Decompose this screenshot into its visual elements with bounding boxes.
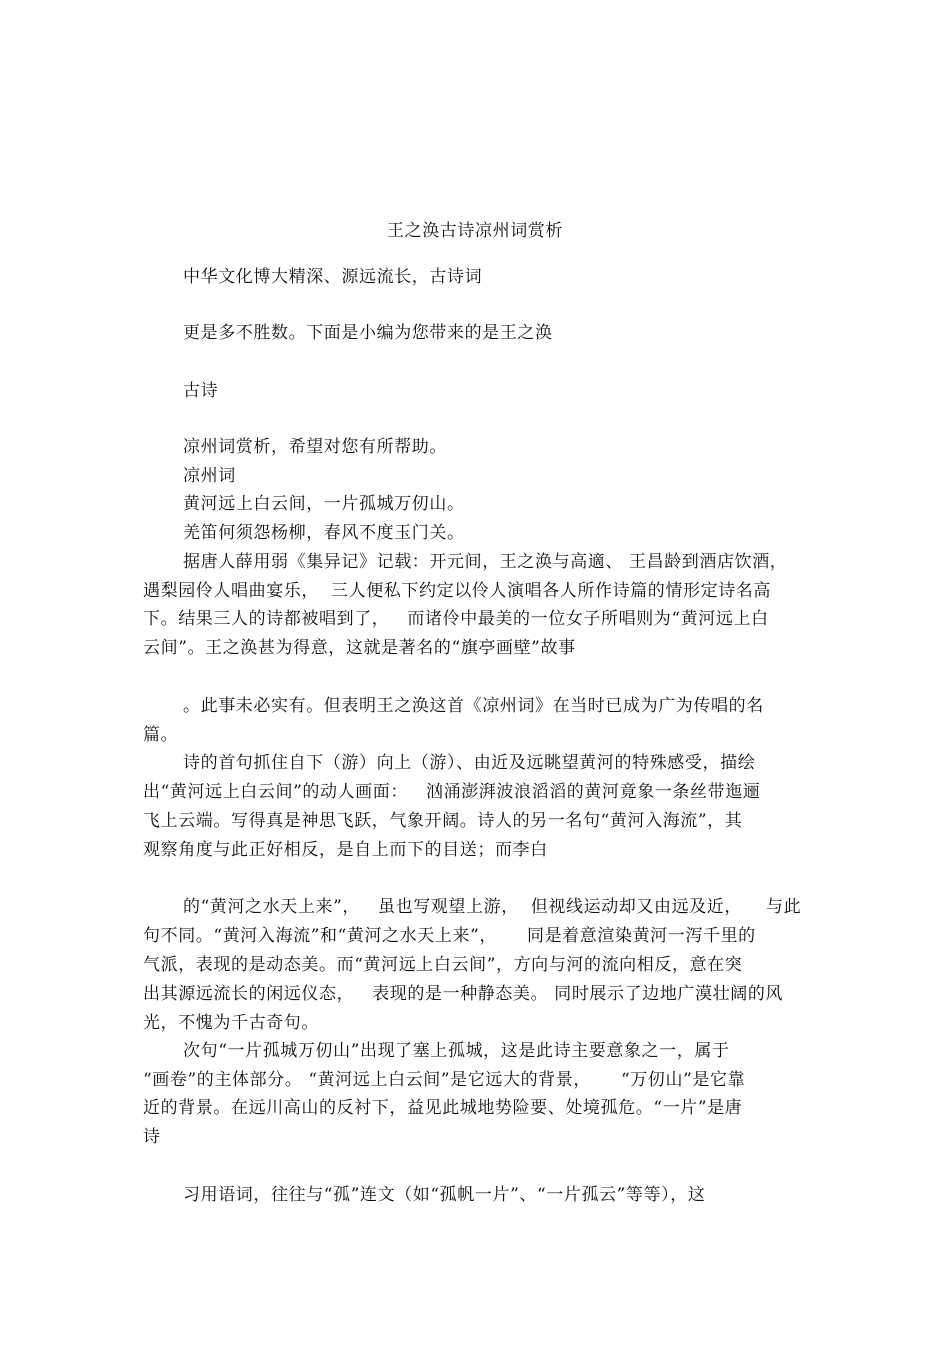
text-line: 黄河远上白云间，一片孤城万仞山。 xyxy=(183,494,465,514)
text-line: 诗 xyxy=(143,1127,161,1147)
text-line: 近的背景。在远川高山的反衬下，益见此城地势险要、处境孤危。“一片”是唐 xyxy=(143,1098,743,1118)
text-line: 凉州词赏析，希望对您有所帮助。 xyxy=(183,437,447,457)
text-line: 次句“一片孤城万仞山”出现了塞上孤城，这是此诗主要意象之一，属于 xyxy=(183,1041,730,1061)
text-line: 据唐人薛用弱《集异记》记载：开元间，王之涣与高適、 王昌龄到酒店饮酒， xyxy=(183,552,788,572)
text-line: 古诗 xyxy=(183,381,219,401)
text-line: 的“黄河之水天上来”， 虽也写观望上游， 但视线运动却又由远及近， 与此 xyxy=(183,897,802,917)
text-line: 云间”。王之涣甚为得意，这就是著名的“旗亭画壁”故事 xyxy=(143,638,576,658)
text-line: 遇梨园伶人唱曲宴乐， 三人便私下约定以伶人演唱各人所作诗篇的情形定诗名高 xyxy=(143,581,772,601)
text-line: 中华文化博大精深、源远流长，古诗词 xyxy=(183,267,483,287)
text-line: 飞上云端。写得真是神思飞跃，气象开阔。诗人的另一名句“黄河入海流”，其 xyxy=(143,811,743,831)
text-line: “画卷”的主体部分。 “黄河远上白云间”是它远大的背景， “万仞山”是它靠 xyxy=(143,1070,746,1090)
text-line: 羌笛何须怨杨柳，春风不度玉门关。 xyxy=(183,523,465,543)
text-line: 。此事未必实有。但表明王之涣这首《凉州词》在当时已成为广为传唱的名 xyxy=(183,696,764,716)
text-line: 观察角度与此正好相反，是自上而下的目送；而李白 xyxy=(143,840,548,860)
text-line: 习用语词，往往与“孤”连文（如“孤帆一片”、“一片孤云”等等），这 xyxy=(183,1185,706,1205)
text-line: 出“黄河远上白云间”的动人画面： 汹涌澎湃波浪滔滔的黄河竟象一条丝带迤逦 xyxy=(143,782,761,802)
text-line: 光，不愧为千古奇句。 xyxy=(143,1013,319,1033)
text-line: 句不同。“黄河入海流”和“黄河之水天上来”， 同是着意渲染黄河一泻千里的 xyxy=(143,926,756,946)
text-line: 凉州词 xyxy=(183,466,236,486)
text-line: 出其源远流长的闲远仪态， 表现的是一种静态美。 同时展示了边地广漠壮阔的风 xyxy=(143,984,784,1004)
document-title: 王之涣古诗凉州词赏析 xyxy=(387,221,563,241)
text-line: 更是多不胜数。下面是小编为您带来的是王之涣 xyxy=(183,323,553,343)
text-line: 篇。 xyxy=(143,725,179,745)
text-line: 诗的首句抓住自下（游）向上（游）、由近及远眺望黄河的特殊感受，描绘 xyxy=(183,753,756,773)
text-line: 气派，表现的是动态美。而“黄河远上白云间”，方向与河的流向相反，意在突 xyxy=(143,955,743,975)
text-line: 下。结果三人的诗都被唱到了， 而诸伶中最美的一位女子所唱则为“黄河远上白 xyxy=(143,609,769,629)
